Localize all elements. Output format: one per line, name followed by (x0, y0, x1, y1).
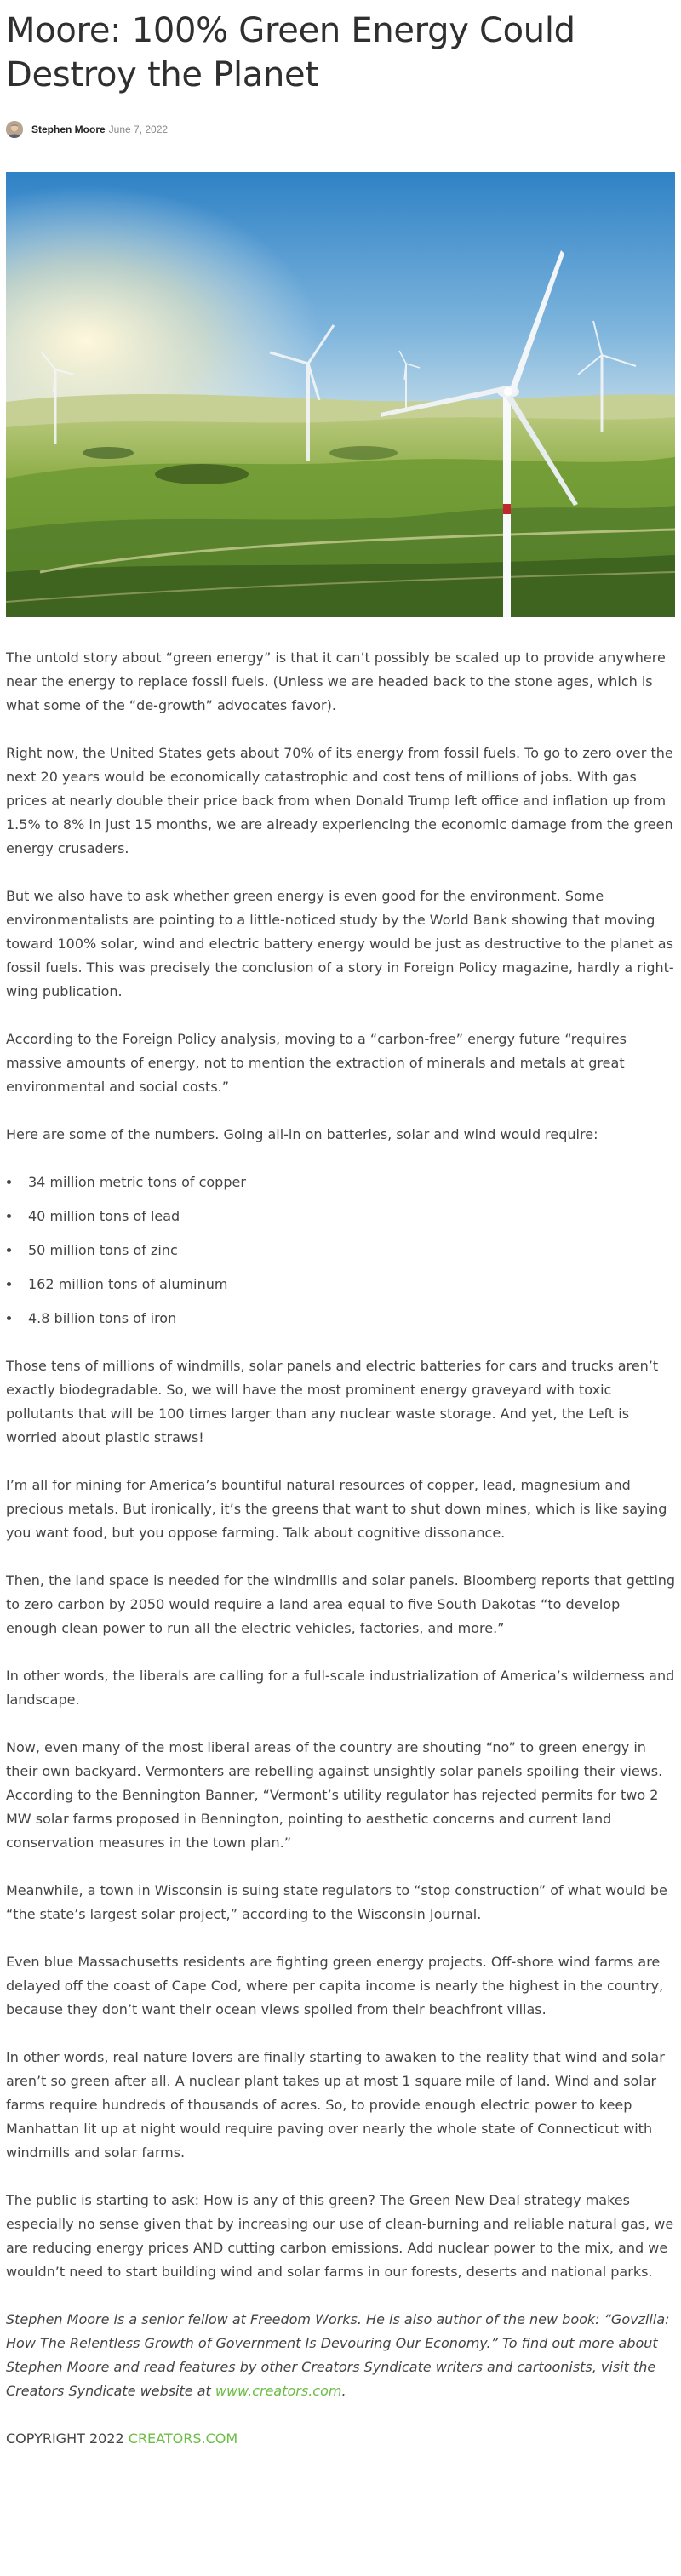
author-bio (6, 2308, 675, 2403)
paragraph: Meanwhile, a town in Wisconsin is suing state regulators to “stop construction” of what would be “the state’s largest solar project,” according to the Wisconsin Journal. (6, 1882, 667, 1922)
list-item: • 50 million tons of zinc (21, 1239, 675, 1262)
author-name[interactable]: Stephen Moore (31, 123, 106, 135)
author-avatar-icon (6, 121, 23, 138)
article-body (6, 646, 675, 2451)
creators-copyright-link[interactable]: CREATORS.COM (128, 2430, 238, 2447)
article-title: Moore: 100% Green Energy Could Destroy the Planet (6, 11, 575, 94)
paragraph: The public is starting to ask: How is any of this green? The Green New Deal strategy makes especially no sense given that by increasing our use of clean-burning and reliable natural gas, we are reducing energy prices AND cutting carbon emissions. Add nuclear power to the mix, and we wouldn’t need to start building wind and solar farms in our forests, deserts and national parks. (6, 2192, 674, 2280)
publish-date: June 7, 2022 (108, 123, 169, 135)
paragraph: In other words, the liberals are calling for a full-scale industrialization of America’s wilderness and landscape. (6, 1668, 675, 1708)
wind-turbines-landscape-image (6, 172, 675, 617)
paragraph: I’m all for mining for America’s bountiful natural resources of copper, lead, magnesium and precious metals. But ironically, it’s the greens that want to shut down mines, which is like saying you want food, but you oppose farming. Talk about cognitive dissonance. (6, 1477, 667, 1541)
list-item: • 4.8 billion tons of iron (21, 1307, 675, 1331)
paragraph: According to the Foreign Policy analysis, moving to a “carbon-free” energy future “requires massive amounts of energy, not to mention the extraction of minerals and metals at great environmental and social costs.” (6, 1031, 627, 1095)
paragraph: But we also have to ask whether green energy is even good for the environment. Some environmentalists are pointing to a little-noticed study by the World Bank showing that moving toward 100% solar, wind and electric battery energy would be just as destructive to the planet as fossil fuels. This was precisely the conclusion of a story in Foreign Policy magazine, hardly a right-wing publication. (6, 888, 674, 999)
author-bio-end: . (341, 2383, 346, 2399)
paragraph: Then, the land space is needed for the windmills and solar panels. Bloomberg reports that getting to zero carbon by 2050 would require a land area equal to five South Dakotas “to develop enough clean power to run all the electric vehicles, factories, and more.” (6, 1572, 676, 1636)
requirements-list (6, 1171, 675, 1331)
paragraph: Here are some of the numbers. Going all-in on batteries, solar and wind would require: (6, 1126, 598, 1142)
list-item: • 40 million tons of lead (21, 1205, 675, 1228)
paragraph: Even blue Massachusetts residents are fighting green energy projects. Off-shore wind farms are delayed off the coast of Cape Cod, where per capita income is nearly the highest in the country, because they don’t want their ocean views spoiled from their beachfront villas. (6, 1954, 664, 2018)
paragraph: The untold story about “green energy” is that it can’t possibly be scaled up to provide anywhere near the energy to replace fossil fuels. (Unless we are headed back to the stone ages, which is what some of the “de-growth” advocates favor). (6, 650, 666, 713)
author-bio-text: Stephen Moore is a senior fellow at Freedom Works. He is also author of the new book: “Govzilla: How The Relentless Growth of Government Is Devouring Our Economy.” To find out more about Stephen Moore and read features by other Creators Syndicate writers and cartoonists, visit the Creators Syndicate website at (6, 2311, 670, 2399)
avatar[interactable] (6, 121, 23, 138)
copyright-text: COPYRIGHT 2022 (6, 2430, 129, 2447)
copyright-line (6, 2427, 675, 2451)
byline (6, 121, 675, 138)
paragraph: Right now, the United States gets about 70% of its energy from fossil fuels. To go to zero over the next 20 years would be economically catastrophic and cost tens of millions of jobs. With gas prices at nearly double their price back from when Donald Trump left office and inflation up from 1.5% to 8% in just 15 months, we are already experiencing the economic damage from the green energy crusaders. (6, 745, 673, 856)
paragraph: In other words, real nature lovers are finally starting to awaken to the reality that wind and solar aren’t so green after all. A nuclear plant takes up at most 1 square mile of land. Wind and solar farms require hundreds of thousands of acres. So, to provide enough electric power to keep Manhattan lit up at night would require paving over nearly the whole state of Connecticut with windmills and solar farms. (6, 2049, 665, 2161)
list-item: • 34 million metric tons of copper (21, 1171, 675, 1194)
creators-website-link[interactable]: www.creators.com (215, 2383, 342, 2399)
paragraph: Now, even many of the most liberal areas of the country are shouting “no” to green energy in their own backyard. Vermonters are rebelling against unsightly solar panels spoiling their views. According to the Bennington Banner, “Vermont’s utility regulator has rejected permits for two 2 MW solar farms proposed in Bennington, pointing to aesthetic concerns and current land conservation measures in the town plan.” (6, 1739, 663, 1851)
paragraph: Those tens of millions of windmills, solar panels and electric batteries for cars and trucks aren’t exactly biodegradable. So, we will have the most prominent energy graveyard with toxic pollutants that will be 100 times larger than any nuclear waste storage. And yet, the Left is worried about plastic straws! (6, 1358, 659, 1445)
article-page (6, 0, 675, 2451)
list-item: • 162 million tons of aluminum (21, 1273, 675, 1297)
